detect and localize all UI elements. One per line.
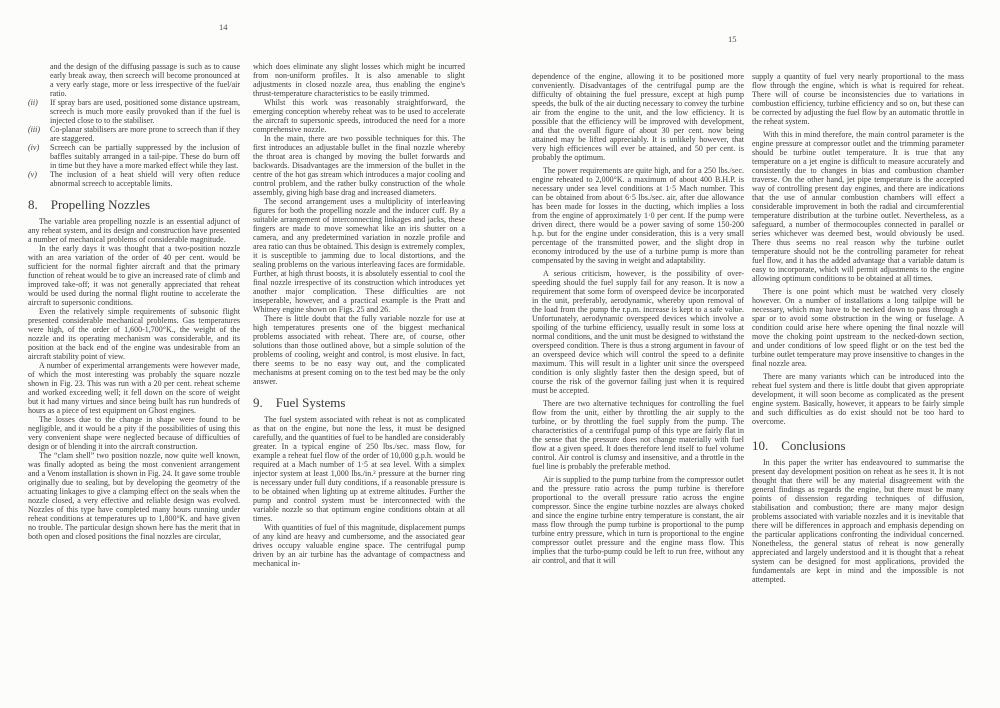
paragraph: A serious criticism, however, is the possibility of over-speeding should the fuel supply fail for any reason. It is now a requirement that some form of overspeed device be incorporated in the unit, preferably, aerodynamic, whereby upon removal of the load from the pump the r.p.m. increase is kept to a safe value. Unfortunately, aerodynamic overspeed devices which involve a spoiling of the turbine efficiency, usually result in some loss at normal conditions, and the unit must be designed to withstand the overspeed condition. There is thus a strong argument in favour of an overspeed device which will control the speed to a definite maximum. This will result in a lighter unit since the overspeed condition is only slightly faster then the design speed, but of course the risk of the governor failing just when it is required must be accepted. <box>532 269 744 395</box>
section-heading <box>752 438 964 453</box>
list-marker: (ii) <box>28 98 38 107</box>
list-marker: (iii) <box>28 125 40 134</box>
paragraph: In the main, there are two possible techniques for this. The first introduces an adjustable bullet in the final nozzle whereby the throat area is changed by moving the bullet forwards and backwards. Disadvantages are the immersion of the bullet in the centre of the hot gas stream which introduces a major cooling and control problem, and the rather bulky construction of the whole assembly, giving high base drag and increased diameters. <box>253 134 465 197</box>
text-column <box>253 62 465 568</box>
paragraph: Air is supplied to the pump turbine from the compressor outlet and the pressure ratio across the pump turbine is therefore proportional to the overall pressure ratio across the engine compressor. Since the engine turbine nozzles are always choked and since the engine turbine entry temperature is constant, the air mass flow through the pump turbine is proportional to the pump turbine entry pressure, which in turn is proportional to the engine compressor outlet pressure and the engine mass flow. This implies that the turbo-pump could be left to run free, without any air control, and that it will <box>532 475 744 565</box>
section-number: 10. <box>752 438 769 453</box>
section-heading <box>253 395 465 410</box>
list-item <box>28 125 240 143</box>
paragraph: With quantities of fuel of this magnitude, displacement pumps of any kind are heavy and cumbersome, and the associated gear drives occupy valuable engine space. The centrifugal pump driven by an air turbine has the advantage of compactness and mechanical in- <box>253 523 465 568</box>
paragraph: The power requirements are quite high, and for a 250 lbs./sec. engine reheated to 2,000°K. a maximum of about 400 B.H.P. is necessary under sea level conditions at 1·5 Mach number. This can be obtained from about 6·5 lbs./sec. air, after due allowance has been made for losses in the ducting, which implies a loss from the engine of approximately 1·0 per cent. If the pump were driven direct, there would be a power saving of some 150-200 h.p. but for the engine under consideration, this is a very small percentage of the transmitted power, and the slight drop in economy introduced by the use of a turbine pump is more than compensated by the saving in weight and adaptability. <box>532 166 744 265</box>
list-marker: (iv) <box>28 143 40 152</box>
paragraph: The second arrangement uses a multiplicity of interleaving figures for both the propelling nozzle and the inducer cuff. By a suitable arrangement of interconnecting linkages and jacks, these fingers are made to move somewhat like an iris shutter on a camera, and any predetermined variation in nozzle profile and area ratio can thus be obtained. This design is extremely complex, it is susceptible to jamming due to local distortions, and the sealing problems on the various interleaving faces are formidable. Further, at high thrust boosts, it is absolutely essential to cool the final nozzle irrespective of its construction which introduces yet another major complication. These difficulties are not inseperable, however, and a practical example is the Pratt and Whitney engine shown on Figs. 25 and 26. <box>253 197 465 314</box>
text-column <box>752 68 964 584</box>
paragraph: The variable area propelling nozzle is an essential adjunct of any reheat system, and its design and construction have presented a number of mechanical problems of considerable magnitude. <box>28 217 240 244</box>
list-item-text: Co-planar stabilisers are more prone to screech than if they are staggered. <box>50 125 240 143</box>
list-item <box>28 170 240 188</box>
paragraph: which does eliminate any slight losses which might be incurred from non-uniform profiles. It is also amenable to slight adjustments in closed nozzle area, thus enabling the engine's thrust-temperature characteristics to be easily trimmed. <box>253 62 465 98</box>
section-title: Fuel Systems <box>275 395 346 410</box>
paragraph: There are many variants which can be introduced into the reheat fuel system and there is little doubt that given appropriate development, it will soon become as complicated as the present engine system. Basically, however, it appears to be fairly simple and such difficulties as do exist should not be too hard to overcome. <box>752 372 964 426</box>
paragraph: The losses due to the change in shape were found to be negligible, and it would be a pity if the possibilities of using this very convenient shape were neglected because of difficulties of design or of blending it into the aircraft construction. <box>28 415 240 451</box>
paragraph: There is one point which must be watched very closely however. On a number of installations a long tailpipe will be necessary, which may have to be necked down to pass through a spar or to avoid some obstruction in the wing or fuselage. A condition could arise here where opening the final nozzle will move the choking point upstream to the necked-down section, and under conditions of low speed flight or on the test bed the turbine outlet temperature may prove insensitive to changes in the final nozzle area. <box>752 287 964 368</box>
page-number-right: 15 <box>728 34 737 44</box>
paragraph: There is little doubt that the fully variable nozzle for use at high temperatures presents one of the biggest mechanical problems associated with reheat. There are, of course, other solutions than those outlined above, but a simple solution of the problems of cooling, weight and control, is most elusive. In fact, there seems to be no easy way out, and the complicated mechanisms at present coming on to the test bed may be the only answer. <box>253 314 465 386</box>
page-right-body <box>532 68 964 584</box>
paragraph: A number of experimental arrangements were however made, of which the most interesting was probably the square nozzle shown in Fig. 23. This was run with a 20 per cent. reheat scheme and worked exceeding well; it fell down on the score of weight but it had many virtues and since being built has run hundreds of hours as a piece of test equipment on Ghost engines. <box>28 361 240 415</box>
paragraph: supply a quantity of fuel very nearly proportional to the mass flow through the engine, which is what is required for reheat. There will of course be inconsistencies due to variations in combustion efficiency, turbine efficiency and so on, but these can be corrected by adjusting the fuel flow by an automatic throttle in the reheat system. <box>752 72 964 126</box>
list-item-text: The inclusion of a heat shield will very often reduce abnormal screech to acceptable limits. <box>50 170 240 188</box>
paragraph: There are two alternative techniques for controlling the fuel flow from the unit, either by throttling the air supply to the turbine, or by throttling the fuel supply from the pump. The characteristics of a centrifugal pump of this type are fairly flat in the sense that the pressure does not change materially with fuel flow at a given speed. It does therefore lend itself to fuel volume control. Air control is clumsy and insensitive, and a throttle in the fuel line is probably the preferable method. <box>532 399 744 471</box>
section-number: 9. <box>253 395 263 410</box>
paragraph: In this paper the writer has endeavoured to summarise the present day development position on reheat as he sees it. It is not thought that there will be any material disagreement with the general findings as regards the engine, but there must be many points of dissension regarding techniques of diffusion, stabilisation and combustion; there are many major design problems associated with variable nozzles and it is inevitable that there will be differences in approach and emphasis depending on the particular applications confronting the individual concerned. Nonetheless, the general status of reheat is now generally appreciated and largely understood and it is thought that a reheat system can be designed for most applications, provided the fundamentals are kept in mind and the impossible is not attempted. <box>752 458 964 584</box>
paragraph: The fuel system associated with reheat is not as complicated as that on the engine, but none the less, it must be designed carefully, and the quantities of fuel to be handled are considerably greater. In a typical engine of 250 lbs./sec. mass flow, for example a reheat fuel flow of the order of 10,000 g.p.h. would be required at a Mach number of 1·5 at sea level. With a simplex injector system at least 1,000 lbs./in.² pressure at the burner ring is necessary under full duty conditions, if a reasonable pressure is to be obtained when lighting up at extreme altitudes. Further the pump and control system must be interconnected with the variable nozzle so that optimum engine conditions obtain at all times. <box>253 415 465 523</box>
paragraph: The “clam shell” two position nozzle, now quite well known, was finally adopted as being the most convenient arrangement and a Venom installation is shown in Fig. 24. It gave some trouble originally due to sealing, but by developing the geometry of the actuating linkages to give a clamping effect on the seals when the nozzle closed, a very effective and reliable design was evolved. Nozzles of this type have completed many hours running under reheat conditions at temperatures up to 1,800°K. and have given no trouble. The particular design shown here has the merit that in both open and closed positions the final nozzles are circular, <box>28 451 240 541</box>
section-title: Conclusions <box>781 438 846 453</box>
section-number: 8. <box>28 197 38 212</box>
list-item <box>28 143 240 170</box>
page-left-body <box>28 62 465 568</box>
paragraph: Even the relatively simple requirements of subsonic flight presented considerable mechanical problems. Gas temperatures were high, of the order of 1,600-1,700°K., the weight of the nozzle and its operating mechanism was considerable, and its position at the back end of the engine was undesirable from an aircraft stability point of view. <box>28 307 240 361</box>
paragraph: and the design of the diffusing passage is such as to cause early break away, then screech will become pronounced at a very early stage, more or less irrespective of the fuel/air ratio. <box>50 62 240 98</box>
section-title: Propelling Nozzles <box>50 197 151 212</box>
list-item <box>28 98 240 125</box>
list-item-text: If spray bars are used, positioned some distance upstream, screech is much more easily provoked than if the fuel is injected close to to the stabiliser. <box>50 98 240 125</box>
list-marker: (v) <box>28 170 37 179</box>
paragraph: With this in mind therefore, the main control parameter is the engine pressure at compressor outlet and the trimming parameter should be turbine outlet temperature. It is true that any temperature on a jet engine is difficult to measure accurately and consistently due to changes in bias and combustion chamber traverse. On the other hand, jet pipe temperature is the accepted way of controlling present day engines, and there are indications that the use of annular combustion chambers will effect a considerable improvement in both the radial and circumferential temperature distribution at the turbine outlet. Nevertheless, as a safeguard, a number of thermocouples connected in parallel or series whichever was deemed best, would obviously be used. There thus seems no real reason why the turbine outlet temperature should not be the controlling parameter for reheat fuel flow, and it has the added advantage that a variable datum is easy to incorporate, which will permit adjustments to the engine allowing optimum conditions to be obtained at all times. <box>752 130 964 283</box>
paragraph: In the early days it was thought that a two-position nozzle with an area variation of the order of 40 per cent. would be sufficient for the normal fighter aircraft and that the primary function of reheat would be to give an increased rate of climb and improved take-off; it was not generally appreciated that reheat would be used during the normal flight routine to accelerate the aircraft to supersonic conditions. <box>28 244 240 307</box>
list-item-text: Screech can be partially suppressed by the inclusion of baffles suitably arranged in a tail-pipe. These do burn off in time but they have a more marked effect while they last. <box>50 143 240 170</box>
text-column <box>28 62 240 568</box>
paragraph: Whilst this work was reasonably straightforward, the emerging conception whereby reheat was to be used to accelerate the aircraft to supersonic speeds, introduced the need for a more comprehensive nozzle. <box>253 98 465 134</box>
page-number-left: 14 <box>219 22 228 32</box>
paragraph: dependence of the engine, allowing it to be positioned more conveniently. Disadvantages of the centrifugal pump are the difficulty of obtaining the fuel pressure, except at high pump speeds, the bulk of the air ducting necessary to convey the turbine air from the engine to the unit, and the low efficiency. It is possible that the efficiency will be improved with development, and that the overall figure of about 30 per cent. now being attained may be lifted appreciably. It is unlikely however, that very high efficiences will ever be attained, and 50 per cent. is probably the optimum. <box>532 72 744 162</box>
section-heading <box>28 197 240 212</box>
text-column <box>532 68 744 584</box>
